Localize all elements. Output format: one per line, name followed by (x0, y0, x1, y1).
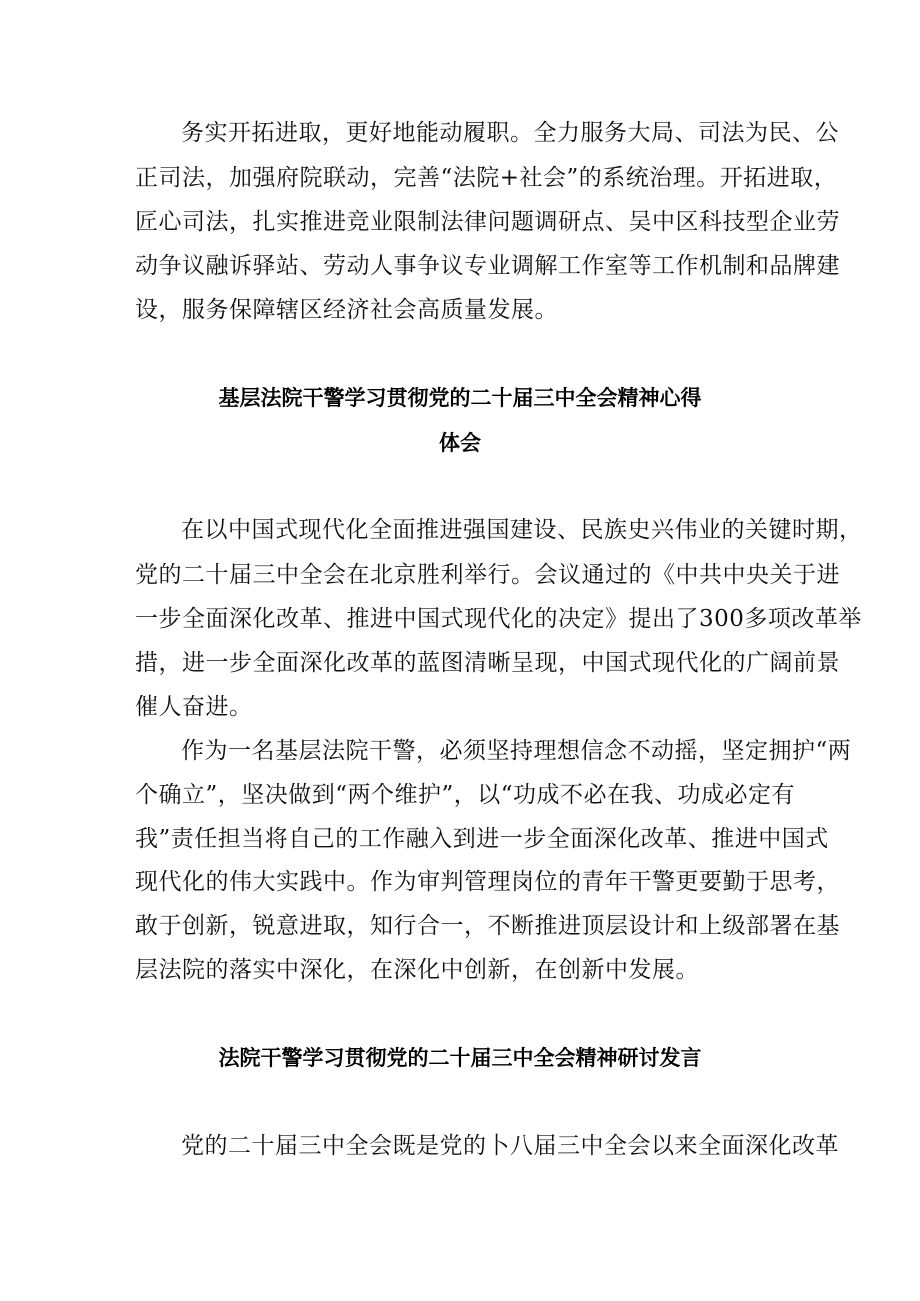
paragraph-line: 设，服务保障辖区经济社会高质量发展。 (135, 297, 558, 323)
paragraph-line: 党的二十届三中全会既是党的卜八届三中全会以来全面深化改革 (181, 1133, 839, 1159)
paragraph-line: 一步全面深化改革、推进中国式现代化的决定》提出了300多项改革举 (135, 606, 862, 632)
paragraph-line: 动争议融诉驿站、劳动人事争议专业调解工作室等工作机制和品牌建 (135, 253, 840, 279)
section-title: 法院干警学习贯彻党的二十届三中全会精神研讨发言 (218, 1046, 702, 1070)
paragraph-line: 敢于创新，锐意进取，知行合一，不断推进顶层设计和上级部署在基 (135, 913, 840, 939)
paragraph-line: 我”责任担当将自己的工作融入到进一步全面深化改革、推进中国式 (135, 826, 829, 852)
paragraph-line: 现代化的伟大实践中。作为审判管理岗位的青年干警更要勤于思考， (135, 869, 840, 895)
section-title: 体会 (439, 431, 481, 455)
paragraph-line: 在以中国式现代化全面推进强国建设、民族史兴伟业的关键时期， (181, 517, 863, 543)
paragraph-line: 层法院的落实中深化，在深化中创新，在创新中发展。 (135, 957, 699, 983)
paragraph-line: 个确立”，坚决做到“两个维护”，以“功成不必在我、功成必定有 (135, 782, 796, 808)
paragraph-line: 匠心司法，扎实推进竞业限制法律问题调研点、吴中区科技型企业劳 (135, 209, 840, 235)
paragraph-line: 党的二十届三中全会在北京胜利举行。会议通过的《中共中央关于进 (135, 562, 840, 588)
paragraph-line: 正司法，加强府院联动，完善“法院+社会”的系统治理。开拓进取， (135, 165, 838, 191)
paragraph-line: 作为一名基层法院干警，必须坚持理想信念不动摇，坚定拥护“两 (181, 738, 852, 764)
paragraph-line: 务实开拓进取，更好地能动履职。全力服务大局、司法为民、公 (181, 120, 839, 146)
section-title: 基层法院干警学习贯彻党的二十届三中全会精神心得 (218, 386, 702, 410)
paragraph-line: 催人奋进。 (135, 694, 253, 720)
paragraph-line: 措，进一步全面深化改革的蓝图清晰呈现，中国式现代化的广阔前景 (135, 650, 840, 676)
